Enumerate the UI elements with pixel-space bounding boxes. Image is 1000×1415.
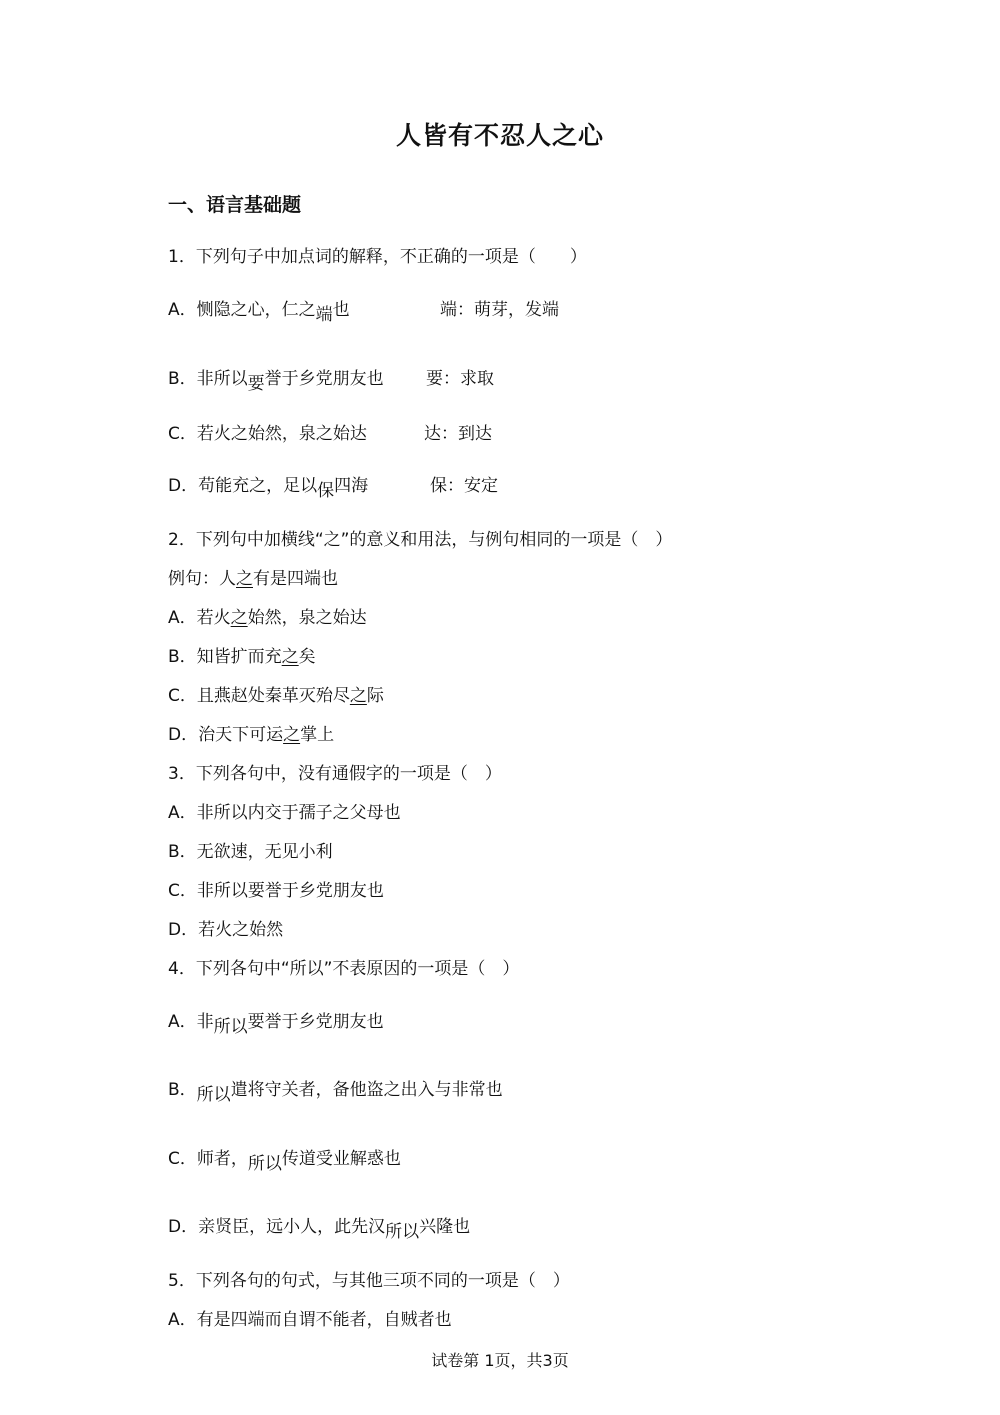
question-2-option-b bbox=[168, 645, 316, 669]
option-text: B． bbox=[168, 1080, 197, 1100]
question-1-option-a bbox=[168, 298, 350, 325]
example-text: 例句：人 bbox=[168, 569, 236, 589]
question-5-option-a: A．有是四端而自谓不能者，自贼者也 bbox=[168, 1310, 452, 1330]
underlined-word: 之 bbox=[283, 725, 301, 745]
option-text: D．治天下可运 bbox=[168, 725, 284, 745]
option-text: D．亲贤臣，远小人，此先汉 bbox=[168, 1217, 386, 1237]
question-3-option-d: D．若火之始然 bbox=[168, 920, 284, 940]
question-3-stem: 3．下列各句中，没有通假字的一项是（ ） bbox=[168, 764, 502, 784]
option-text: D．苟能充之，足以 bbox=[168, 476, 318, 496]
question-1-option-b-gloss: 要：求取 bbox=[426, 369, 494, 389]
option-text: 要誉于乡党朋友也 bbox=[247, 1012, 384, 1032]
option-text: C．且燕赵处秦革灭殆尽 bbox=[168, 686, 350, 706]
dotted-word: 所以 bbox=[247, 1154, 282, 1174]
question-1-option-d bbox=[168, 474, 369, 501]
question-2-option-a bbox=[168, 606, 367, 630]
option-text: 掌上 bbox=[300, 725, 335, 745]
option-text: 四海 bbox=[334, 476, 369, 496]
question-1-option-d-gloss: 保：安定 bbox=[430, 476, 498, 496]
question-3-option-b: B．无欲速，无见小利 bbox=[168, 842, 333, 862]
question-1-option-c: C．若火之始然，泉之始达 bbox=[168, 424, 367, 444]
section-heading: 一、语言基础题 bbox=[168, 194, 302, 216]
dotted-word: 所以 bbox=[196, 1085, 231, 1105]
option-text: 矣 bbox=[298, 647, 316, 667]
option-text: B．知皆扩而充 bbox=[168, 647, 282, 667]
option-text: 也 bbox=[332, 300, 350, 320]
underlined-word: 之 bbox=[230, 608, 248, 628]
question-2-option-c bbox=[168, 684, 384, 708]
option-text: A．非 bbox=[168, 1012, 214, 1032]
question-2-option-d bbox=[168, 723, 334, 747]
dotted-word: 所以 bbox=[385, 1222, 420, 1242]
question-4-stem: 4．下列各句中“所以”不表原因的一项是（ ） bbox=[168, 959, 520, 979]
question-4-option-a bbox=[168, 1010, 384, 1037]
question-4-option-c bbox=[168, 1147, 401, 1174]
question-5-stem: 5．下列各句的句式，与其他三项不同的一项是（ ） bbox=[168, 1271, 570, 1291]
example-text: 有是四端也 bbox=[253, 569, 338, 589]
option-text: 誉于乡党朋友也 bbox=[264, 369, 384, 389]
question-2-stem: 2．下列句中加横线“之”的意义和用法，与例句相同的一项是（ ） bbox=[168, 530, 673, 550]
option-text: 遣将守关者，备他盗之出入与非常也 bbox=[230, 1080, 503, 1100]
option-text: B．非所以 bbox=[168, 369, 248, 389]
question-2-example bbox=[168, 567, 338, 591]
question-4-option-d bbox=[168, 1215, 471, 1242]
dotted-word: 保 bbox=[317, 481, 335, 501]
question-1-option-b bbox=[168, 367, 384, 394]
option-text: A．若火 bbox=[168, 608, 231, 628]
question-4-option-b bbox=[168, 1078, 503, 1105]
option-text: 始然，泉之始达 bbox=[247, 608, 367, 628]
dotted-word: 要 bbox=[247, 374, 265, 394]
underlined-word: 之 bbox=[349, 686, 367, 706]
page-title: 人皆有不忍人之心 bbox=[395, 121, 604, 150]
question-3-option-a: A．非所以内交于孺子之父母也 bbox=[168, 803, 401, 823]
underlined-word: 之 bbox=[281, 647, 299, 667]
option-text: C．师者， bbox=[168, 1149, 248, 1169]
underlined-word: 之 bbox=[236, 569, 253, 589]
option-text: 兴隆也 bbox=[419, 1217, 471, 1237]
dotted-word: 所以 bbox=[213, 1017, 248, 1037]
dotted-word: 端 bbox=[315, 305, 333, 325]
option-text: A．恻隐之心，仁之 bbox=[168, 300, 316, 320]
question-1-option-a-gloss: 端：萌芽，发端 bbox=[440, 300, 559, 320]
option-text: 际 bbox=[366, 686, 384, 706]
page-footer: 试卷第 1页，共3页 bbox=[431, 1351, 569, 1370]
question-1-option-c-gloss: 达：到达 bbox=[424, 424, 492, 444]
question-1-stem: 1．下列句子中加点词的解释，不正确的一项是（ ） bbox=[168, 247, 587, 267]
question-3-option-c: C．非所以要誉于乡党朋友也 bbox=[168, 881, 384, 901]
option-text: 传道受业解惑也 bbox=[281, 1149, 401, 1169]
